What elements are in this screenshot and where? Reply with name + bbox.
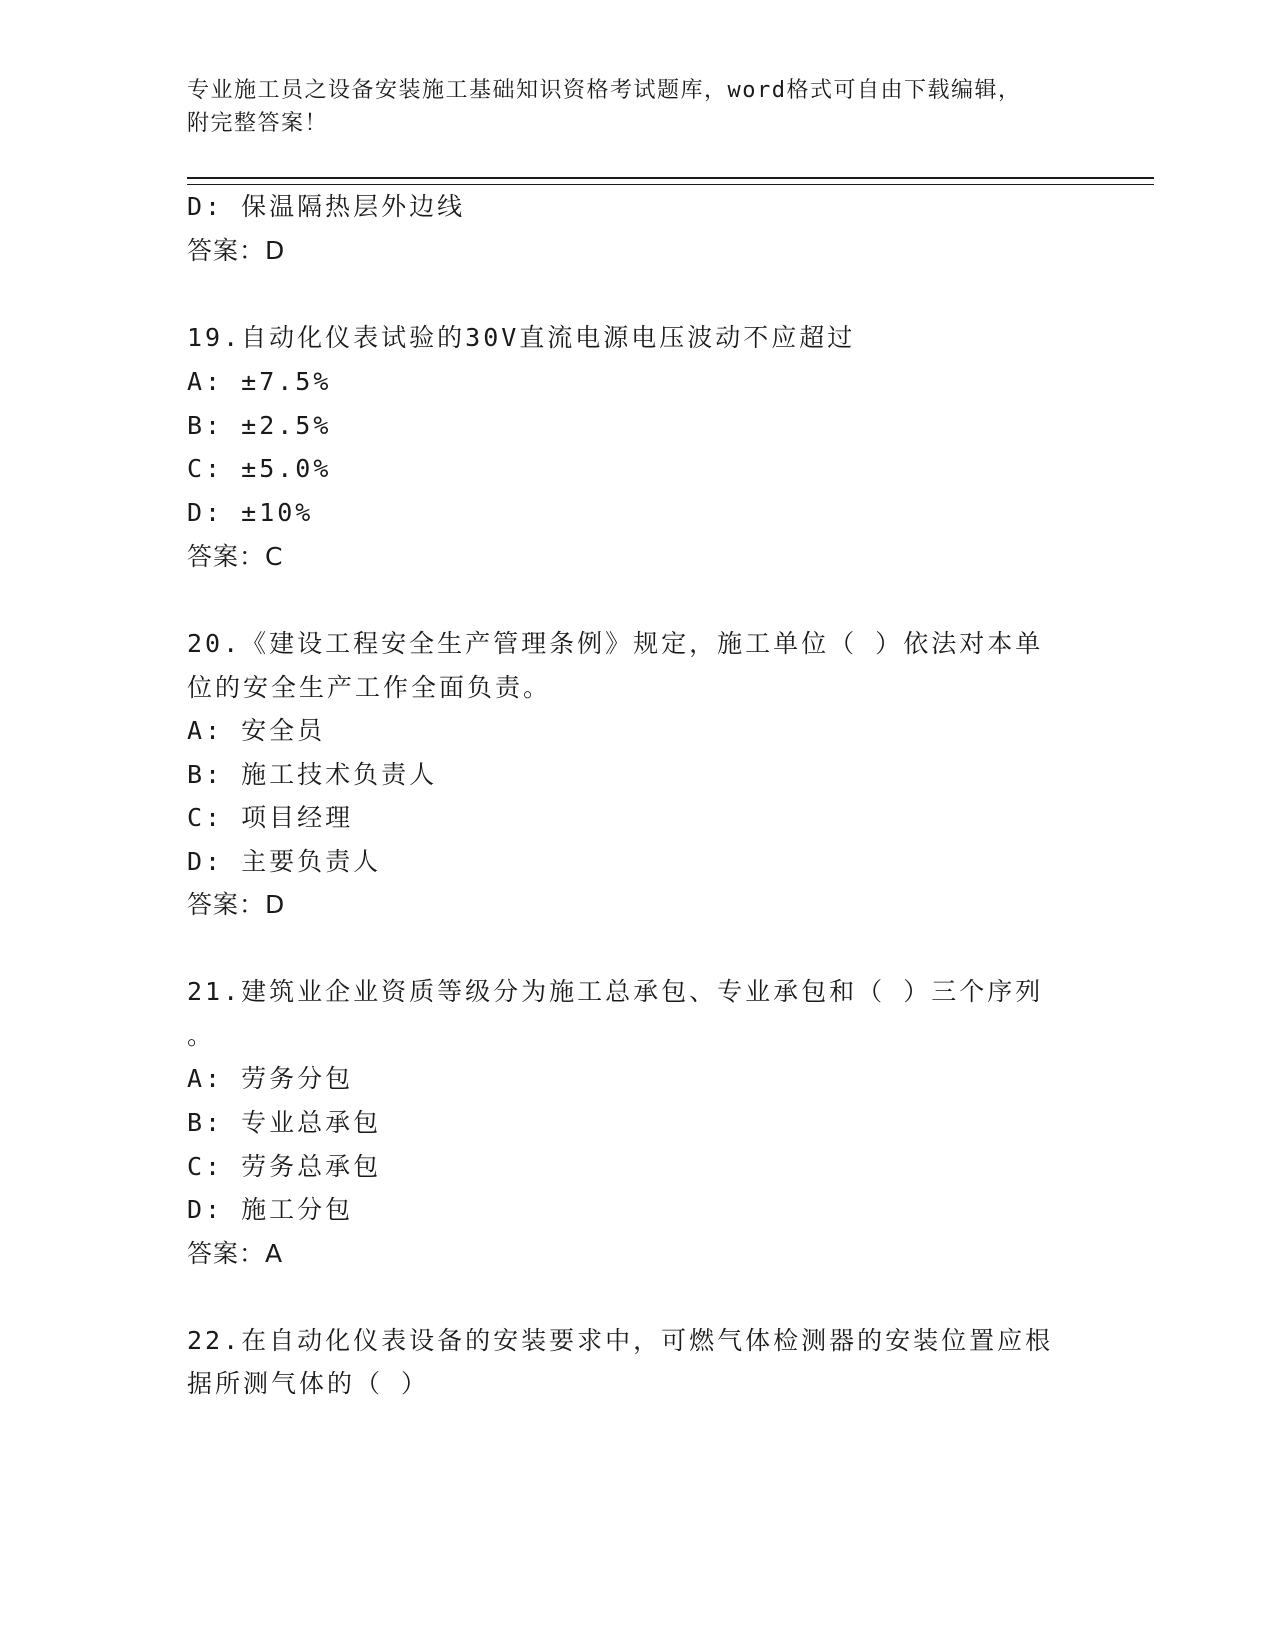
q20-option-a: A: 安全员 xyxy=(187,716,326,745)
prev-option-d: D: 保温隔热层外边线 xyxy=(187,192,466,221)
header-line-1: 专业施工员之设备安装施工基础知识资格考试题库，word格式可自由下载编辑， xyxy=(187,78,1022,103)
q21-option-c: C: 劳务总承包 xyxy=(187,1152,382,1181)
q19-option-b: B: ±2.5% xyxy=(187,411,332,440)
q20-option-b: B: 施工技术负责人 xyxy=(187,760,438,789)
q21-stem-line-1: 21.建筑业企业资质等级分为施工总承包、专业承包和（ ）三个序列 xyxy=(187,977,1044,1006)
q22-stem-line-1: 22.在自动化仪表设备的安装要求中，可燃气体检测器的安装位置应根 xyxy=(187,1326,1054,1355)
q20-option-c: C: 项目经理 xyxy=(187,803,354,832)
q19-option-d: D: ±10% xyxy=(187,498,314,527)
q19-option-c: C: ±5.0% xyxy=(187,454,332,483)
q21-option-d: D: 施工分包 xyxy=(187,1195,354,1224)
q22-stem-line-2: 据所测气体的（ ） xyxy=(187,1369,430,1398)
q21-option-a: A: 劳务分包 xyxy=(187,1064,354,1093)
document-header xyxy=(187,74,1067,140)
q20-answer: 答案：D xyxy=(187,890,286,919)
header-divider xyxy=(187,177,1154,185)
q19-option-a: A: ±7.5% xyxy=(187,367,332,396)
header-line-2: 附完整答案！ xyxy=(187,111,329,136)
q20-stem-line-1: 20.《建设工程安全生产管理条例》规定，施工单位（ ）依法对本单 xyxy=(187,629,1044,658)
prev-answer: 答案：D xyxy=(187,236,286,265)
q21-stem-line-2: 。 xyxy=(187,1021,216,1050)
q21-option-b: B: 专业总承包 xyxy=(187,1108,382,1137)
q19-answer: 答案：C xyxy=(187,542,284,571)
q20-option-d: D: 主要负责人 xyxy=(187,847,382,876)
q19-stem: 19.自动化仪表试验的30V直流电源电压波动不应超过 xyxy=(187,323,856,352)
q21-answer: 答案：A xyxy=(187,1239,284,1268)
q20-stem-line-2: 位的安全生产工作全面负责。 xyxy=(187,673,552,702)
